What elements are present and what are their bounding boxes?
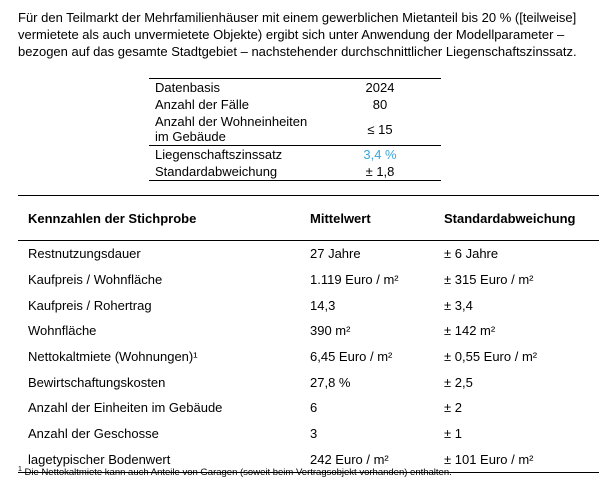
stats-cell-standardabweichung: ± 315 Euro / m² [444,272,534,288]
stats-cell-mittelwert: 242 Euro / m² [300,447,434,473]
summary-row-zinssatz [149,146,441,164]
stats-cell-kennzahl: Nettokaltmiete (Wohnungen)¹ [28,349,198,365]
stats-cell-kennzahl: Wohnfläche [28,323,97,339]
stats-cell-standardabweichung: ± 101 Euro / m² [434,447,599,473]
stats-row [18,292,599,318]
intro-line: vermietete als auch unvermietete Objekte) ergibt sich unter Anwendung der Modellparameter – [18,27,565,42]
stats-cell-mittelwert: 14,3 [310,297,336,313]
summary-row-standardabweichung [149,163,441,181]
stats-cell-standardabweichung: ± 1 [444,426,462,442]
footnote [18,466,452,478]
stats-cell-standardabweichung: ± 0,55 Euro / m² [444,349,538,365]
summary-label-line: im Gebäude [155,129,226,144]
stats-cell-kennzahl: Restnutzungsdauer [28,246,141,262]
summary-label: Standardabweichung [149,163,319,181]
stats-header-row [18,196,599,241]
stats-cell-kennzahl: Anzahl der Einheiten im Gebäude [28,400,223,416]
stats-cell-kennzahl: Kaufpreis / Wohnfläche [28,272,163,288]
summary-value: ± 1,8 [319,163,441,181]
footnote-marker: 1 [18,466,22,473]
summary-value: ≤ 15 [367,121,393,137]
stats-cell-kennzahl: Bewirtschaftungskosten [28,374,166,390]
stats-row [18,318,599,344]
stats-header-kennzahlen: Kennzahlen der Stichprobe [18,196,300,241]
stats-cell-mittelwert: 390 m² [310,323,351,339]
stats-row [18,241,599,267]
stats-cell-mittelwert: 1.119 Euro / m² [310,272,399,288]
stats-cell-mittelwert: 27 Jahre [310,246,361,262]
summary-row-datenbasis [149,79,441,97]
summary-table [149,78,441,181]
summary-row-faelle [149,96,441,113]
stats-cell-kennzahl: Anzahl der Geschosse [28,426,159,442]
stats-row [18,395,599,421]
stats-header-standardabweichung: Standardabweichung [434,196,599,241]
stats-cell-standardabweichung: ± 6 Jahre [444,246,499,262]
intro-line: Für den Teilmarkt der Mehrfamilienhäuser mit einem gewerblichen Mietanteil bis 20 % ([teilweise] [18,10,577,25]
stats-row [18,267,599,293]
stats-cell-kennzahl: Kaufpreis / Rohertrag [28,297,152,313]
stats-cell-standardabweichung: ± 2 [444,400,462,416]
stats-cell-kennzahl: lagetypischer Bodenwert [18,447,300,473]
stats-table [18,195,599,473]
stats-header-mittelwert: Mittelwert [300,196,434,241]
stats-cell-mittelwert: 6,45 Euro / m² [310,349,393,365]
stats-row [18,421,599,447]
stats-cell-standardabweichung: ± 3,4 [444,297,473,313]
stats-cell-mittelwert: 27,8 % [310,374,351,390]
summary-label [149,113,319,146]
stats-row [18,344,599,370]
intro-paragraph [18,9,598,60]
summary-value: 2024 [319,79,441,97]
summary-label: Anzahl der Fälle [155,97,249,112]
summary-label-line: Anzahl der Wohneinheiten [155,114,308,129]
summary-value-highlight: 3,4 % [319,146,441,164]
stats-cell-mittelwert: 6 [310,400,318,416]
summary-label: Liegenschaftszinssatz [149,146,319,164]
summary-label: Datenbasis [149,79,319,97]
summary-row-wohneinheiten [149,113,441,146]
stats-row [18,369,599,395]
stats-cell-mittelwert: 3 [310,426,318,442]
footnote-text: Die Nettokaltmiete kann auch Anteile von Garagen (soweit beim Vertragsobjekt vorhanden) enthalten. [24,467,452,479]
summary-value: 80 [372,97,388,112]
stats-cell-standardabweichung: ± 142 m² [444,323,496,339]
intro-line: bezogen auf das gesamte Stadtgebiet – nachstehender durchschnittlicher Liegenschaftszinssatz. [18,44,577,59]
stats-cell-standardabweichung: ± 2,5 [444,374,473,390]
